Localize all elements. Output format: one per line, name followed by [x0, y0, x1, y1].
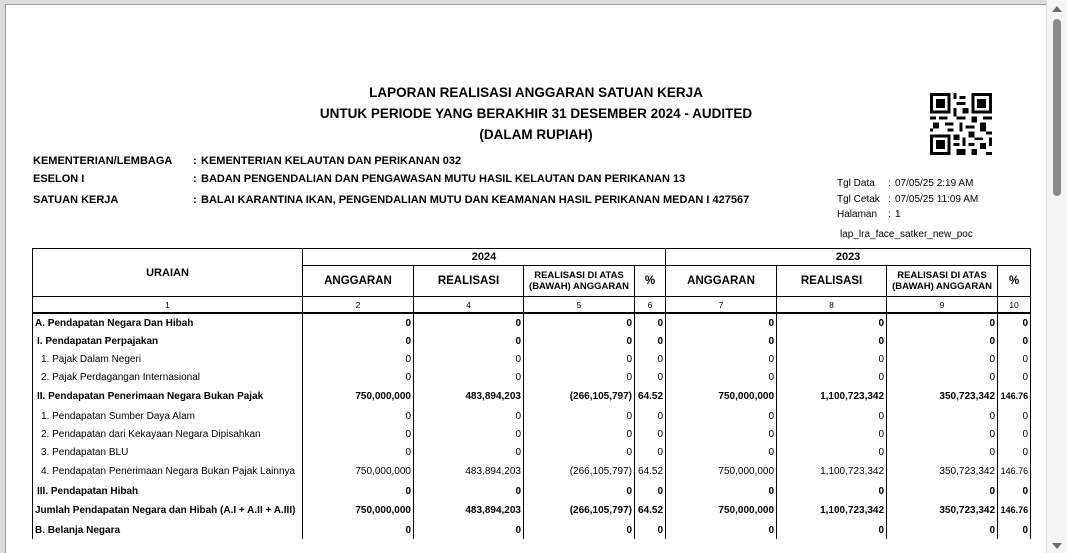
row-value: 750,000,000: [666, 500, 777, 521]
header-selisih: REALISASI DI ATAS (BAWAH) ANGGARAN: [887, 266, 998, 297]
row-value: 0: [414, 425, 524, 443]
row-value: 483,894,203: [414, 461, 524, 482]
row-value: 0: [414, 368, 524, 386]
row-value: 0: [414, 443, 524, 461]
row-value: 146.76: [998, 500, 1031, 521]
row-label: 2. Pajak Perdagangan Internasional: [33, 368, 303, 386]
row-value: 0: [414, 521, 524, 539]
row-value: 1,100,723,342: [777, 461, 887, 482]
row-value: 0: [303, 425, 414, 443]
row-value: 146.76: [998, 386, 1031, 407]
row-value: 350,723,342: [887, 500, 998, 521]
row-value: 0: [666, 443, 777, 461]
table-row: [33, 425, 1031, 443]
row-value: (266,105,797): [524, 500, 635, 521]
row-value: 0: [303, 482, 414, 500]
row-value: 0: [524, 350, 635, 368]
row-value: 0: [887, 368, 998, 386]
header-col-number: 6: [635, 297, 666, 314]
table-row: [33, 500, 1031, 521]
table-row: [33, 461, 1031, 482]
meta-label-tgl-data: Tgl Data: [837, 178, 875, 189]
row-value: 1,100,723,342: [777, 500, 887, 521]
header-selisih: REALISASI DI ATAS (BAWAH) ANGGARAN: [524, 266, 635, 297]
row-value: 0: [777, 521, 887, 539]
header-col-number: 5: [524, 297, 635, 314]
header-anggaran: ANGGARAN: [666, 266, 777, 297]
row-value: 0: [666, 482, 777, 500]
table-row: [33, 407, 1031, 425]
report-period: UNTUK PERIODE YANG BERAKHIR 31 DESEMBER 2024 - AUDITED: [319, 106, 753, 121]
header-year-current: 2024: [303, 249, 666, 266]
table-row: [33, 443, 1031, 461]
header-col-number: 1: [33, 297, 303, 314]
info-colon: :: [193, 173, 197, 185]
info-label-eselon: ESELON I: [33, 173, 85, 185]
row-value: 0: [887, 407, 998, 425]
row-value: 750,000,000: [303, 500, 414, 521]
meta-value-tgl-data: 07/05/25 2:19 AM: [895, 178, 974, 189]
lra-table-body: [33, 313, 1031, 539]
row-label: II. Pendapatan Penerimaan Negara Bukan Pajak: [33, 386, 303, 407]
header-col-number: 9: [887, 297, 998, 314]
row-value: 483,894,203: [414, 500, 524, 521]
row-value: 0: [524, 313, 635, 332]
row-value: 0: [414, 332, 524, 350]
header-col-number: 2: [303, 297, 414, 314]
meta-colon: :: [888, 209, 891, 220]
header-pct: %: [998, 266, 1031, 297]
report-unit: (DALAM RUPIAH): [479, 127, 593, 142]
info-colon: :: [193, 194, 197, 206]
row-value: 0: [414, 313, 524, 332]
row-value: 0: [777, 313, 887, 332]
row-value: 350,723,342: [887, 386, 998, 407]
info-value-satker: BALAI KARANTINA IKAN, PENGENDALIAN MUTU DAN KEAMANAN HASIL PERIKANAN MEDAN I 427567: [201, 194, 750, 206]
table-row: [33, 386, 1031, 407]
row-value: 0: [666, 425, 777, 443]
row-value: 0: [666, 313, 777, 332]
row-value: 0: [635, 332, 666, 350]
row-value: (266,105,797): [524, 461, 635, 482]
scroll-down-icon[interactable]: [1052, 543, 1062, 549]
row-value: 0: [666, 407, 777, 425]
row-value: 0: [303, 332, 414, 350]
header-col-number: 8: [777, 297, 887, 314]
row-value: 0: [524, 443, 635, 461]
lra-table: [32, 248, 1031, 539]
row-value: 64.52: [635, 500, 666, 521]
row-label: Jumlah Pendapatan Negara dan Hibah (A.I + A.II + A.III): [33, 500, 303, 521]
row-value: 0: [524, 407, 635, 425]
info-label-satker: SATUAN KERJA: [33, 194, 119, 206]
row-label: I. Pendapatan Perpajakan: [33, 332, 303, 350]
info-value-eselon: BADAN PENGENDALIAN DAN PENGAWASAN MUTU HASIL KELAUTAN DAN PERIKANAN 13: [201, 173, 686, 185]
row-value: 0: [635, 482, 666, 500]
row-value: 750,000,000: [666, 461, 777, 482]
row-value: 0: [635, 521, 666, 539]
row-value: 0: [998, 368, 1031, 386]
row-value: 0: [998, 482, 1031, 500]
row-value: 0: [777, 443, 887, 461]
header-col-number: 10: [998, 297, 1031, 314]
row-value: 0: [777, 332, 887, 350]
meta-label-halaman: Halaman: [837, 209, 878, 220]
row-value: 0: [887, 350, 998, 368]
row-value: 0: [666, 521, 777, 539]
meta-colon: :: [888, 178, 891, 189]
row-value: 0: [303, 521, 414, 539]
row-value: 0: [303, 407, 414, 425]
row-value: 0: [887, 521, 998, 539]
row-value: 0: [524, 368, 635, 386]
meta-label-tgl-cetak: Tgl Cetak: [837, 194, 880, 205]
row-value: 0: [998, 443, 1031, 461]
scroll-thumb[interactable]: [1053, 19, 1061, 196]
row-value: 0: [414, 482, 524, 500]
header-col-number: 7: [666, 297, 777, 314]
row-value: 0: [777, 368, 887, 386]
row-value: 0: [998, 332, 1031, 350]
row-value: 750,000,000: [666, 386, 777, 407]
row-value: 0: [635, 407, 666, 425]
row-value: 0: [666, 368, 777, 386]
meta-value-tgl-cetak: 07/05/25 11:09 AM: [895, 194, 979, 205]
row-value: 0: [777, 482, 887, 500]
row-value: 0: [414, 407, 524, 425]
info-label-kementerian: KEMENTERIAN/LEMBAGA: [33, 155, 173, 167]
row-value: 0: [777, 350, 887, 368]
row-label: 1. Pajak Dalam Negeri: [33, 350, 303, 368]
row-value: 0: [414, 350, 524, 368]
row-value: 0: [777, 407, 887, 425]
table-row: [33, 332, 1031, 350]
row-label: 3. Pendapatan BLU: [33, 443, 303, 461]
row-value: 0: [635, 368, 666, 386]
report-page: [5, 4, 1048, 553]
row-value: 0: [998, 521, 1031, 539]
row-value: 483,894,203: [414, 386, 524, 407]
table-row: [33, 368, 1031, 386]
info-colon: :: [193, 155, 197, 167]
row-value: 1,100,723,342: [777, 386, 887, 407]
row-value: 0: [635, 443, 666, 461]
row-value: 0: [303, 350, 414, 368]
table-row: [33, 313, 1031, 332]
row-value: 0: [887, 425, 998, 443]
row-value: 0: [635, 425, 666, 443]
row-value: 350,723,342: [887, 461, 998, 482]
row-value: 0: [998, 425, 1031, 443]
row-value: 0: [303, 443, 414, 461]
header-uraian: URAIAN: [33, 249, 303, 297]
header-realisasi: REALISASI: [777, 266, 887, 297]
row-value: 0: [777, 425, 887, 443]
row-value: 0: [998, 407, 1031, 425]
row-value: 0: [524, 425, 635, 443]
qr-code-icon: [930, 93, 992, 155]
row-label: A. Pendapatan Negara Dan Hibah: [33, 313, 303, 332]
row-value: 750,000,000: [303, 386, 414, 407]
row-value: 0: [666, 332, 777, 350]
row-value: 0: [303, 313, 414, 332]
row-label: III. Pendapatan Hibah: [33, 482, 303, 500]
header-pct: %: [635, 266, 666, 297]
row-value: 0: [887, 482, 998, 500]
row-label: 4. Pendapatan Penerimaan Negara Bukan Pajak Lainnya: [33, 461, 303, 482]
row-value: 0: [998, 350, 1031, 368]
row-label: 1. Pendapatan Sumber Daya Alam: [33, 407, 303, 425]
row-value: 64.52: [635, 461, 666, 482]
lra-table-container: [32, 248, 1030, 539]
header-year-prior: 2023: [666, 249, 1031, 266]
meta-value-halaman: 1: [895, 209, 901, 220]
row-value: 0: [524, 521, 635, 539]
table-row: [33, 350, 1031, 368]
report-code: lap_lra_face_satker_new_poc: [840, 229, 973, 240]
row-value: 0: [635, 350, 666, 368]
meta-colon: :: [888, 194, 891, 205]
row-label: 2. Pendapatan dari Kekayaan Negara Dipisahkan: [33, 425, 303, 443]
report-title: LAPORAN REALISASI ANGGARAN SATUAN KERJA: [369, 85, 703, 100]
scroll-up-icon[interactable]: [1052, 6, 1062, 12]
row-value: 0: [887, 332, 998, 350]
row-value: (266,105,797): [524, 386, 635, 407]
row-value: 64.52: [635, 386, 666, 407]
row-value: 0: [887, 443, 998, 461]
row-value: 750,000,000: [303, 461, 414, 482]
header-col-number: 4: [414, 297, 524, 314]
row-value: 0: [998, 313, 1031, 332]
row-value: 0: [666, 350, 777, 368]
info-value-kementerian: KEMENTERIAN KELAUTAN DAN PERIKANAN 032: [201, 155, 462, 167]
table-row: [33, 521, 1031, 539]
header-anggaran: ANGGARAN: [303, 266, 414, 297]
header-realisasi: REALISASI: [414, 266, 524, 297]
row-value: 146.76: [998, 461, 1031, 482]
row-value: 0: [635, 313, 666, 332]
row-value: 0: [887, 313, 998, 332]
row-value: 0: [524, 482, 635, 500]
vertical-scrollbar[interactable]: [1046, 0, 1067, 553]
table-row: [33, 482, 1031, 500]
row-value: 0: [303, 368, 414, 386]
row-value: 0: [524, 332, 635, 350]
row-label: B. Belanja Negara: [33, 521, 303, 539]
